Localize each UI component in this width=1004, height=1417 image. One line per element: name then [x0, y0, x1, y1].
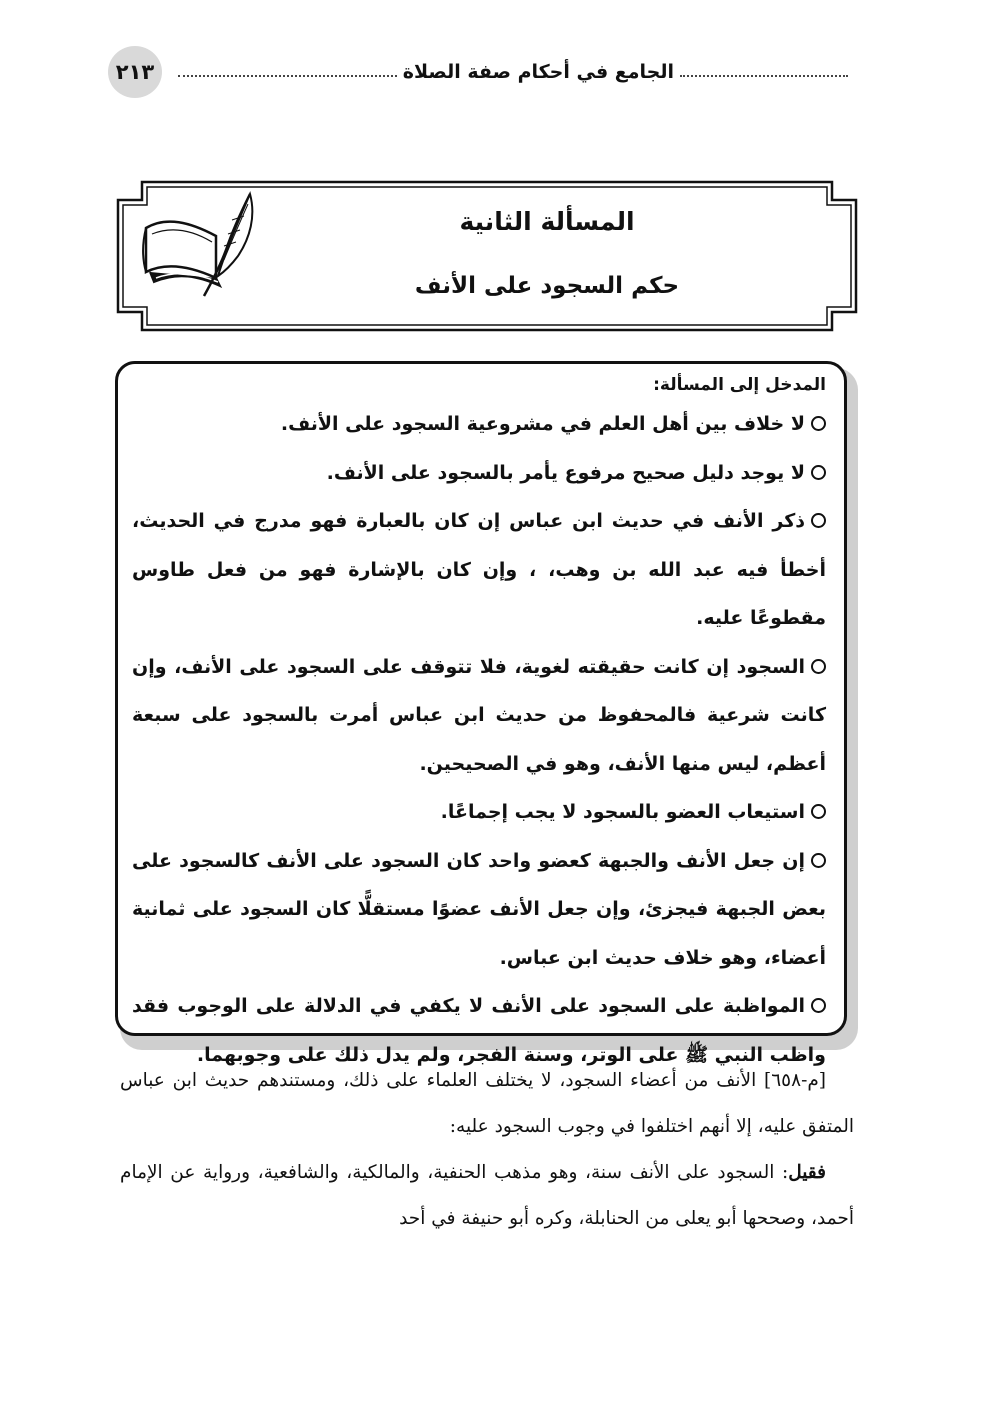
circle-bullet-icon [811, 416, 826, 431]
issue-subheading: حكم السجود على الأنف [414, 273, 680, 299]
summary-item [132, 788, 826, 837]
summary-item-text: لا خلاف بين أهل العلم في مشروعية السجود على الأنف. [280, 413, 805, 435]
summary-item-text: استيعاب العضو بالسجود لا يجب إجماعًا. [440, 801, 805, 823]
running-header [108, 46, 848, 98]
summary-item [132, 837, 826, 983]
header-line [178, 57, 848, 87]
lead-word: فقيل [788, 1162, 826, 1183]
header-dots-right [680, 75, 848, 77]
page-number: ٢١٣ [108, 46, 162, 98]
summary-heading: المدخل إلى المسألة: [653, 375, 826, 395]
summary-item [132, 497, 826, 643]
summary-item-text: إن جعل الأنف والجبهة كعضو واحد كان السجود على الأنف كالسجود على بعض الجبهة فيجزئ، وإن جعل الأنف عضوًا مستقلًّا كان السجود على ثمانية أعضاء، وهو خلاف حديث ابن عباس. [132, 849, 826, 969]
book-and-quill-icon [132, 186, 262, 304]
summary-list [132, 400, 826, 1079]
title-text [266, 202, 828, 306]
circle-bullet-icon [811, 513, 826, 528]
body-paragraph-text: : السجود على الأنف سنة، وهو مذهب الحنفية، والمالكية، والشافعية، ورواية عن الإمام أحمد، وصححها أبو يعلى من الحنابلة، وكره أبو حنيفة في أحد [120, 1162, 854, 1229]
summary-item [132, 400, 826, 449]
summary-item-text: المواظبة على السجود على الأنف لا يكفي في الدلالة على الوجوب فقد واظب النبي ﷺ على الوتر، وسنة الفجر، ولم يدل ذلك على وجوبهما. [132, 995, 826, 1066]
title-frame [116, 180, 858, 332]
summary-item-text: ذكر الأنف في حديث ابن عباس إن كان بالعبارة فهو مدرج في الحديث، أخطأ فيه عبد الله بن وهب، ، وإن كان بالإشارة فهو من فعل طاوس مقطوعًا عليه. [132, 510, 826, 629]
body-paragraph [120, 1150, 854, 1242]
circle-bullet-icon [811, 804, 826, 819]
body-text [120, 1058, 854, 1242]
circle-bullet-icon [811, 998, 826, 1013]
summary-item-text: لا يوجد دليل صحيح مرفوع يأمر بالسجود على الأنف. [326, 461, 805, 484]
issue-heading: المسألة الثانية [459, 207, 635, 236]
circle-bullet-icon [811, 659, 826, 674]
circle-bullet-icon [811, 465, 826, 480]
summary-item-text: السجود إن كانت حقيقته لغوية، فلا تتوقف على السجود على الأنف، وإن كانت شرعية فالمحفوظ من حديث ابن عباس أمرت بالسجود على سبعة أعظم، ليس منها الأنف، وهو في الصحيحين. [132, 655, 826, 775]
header-dots-left [178, 75, 397, 77]
summary-item [132, 643, 826, 789]
body-paragraph: [م-٦٥٨] الأنف من أعضاء السجود، لا يختلف العلماء على ذلك، ومستندهم حديث ابن عباس المتفق عليه، إلا أنهم اختلفوا في وجوب السجود عليه: [120, 1070, 854, 1137]
circle-bullet-icon [811, 853, 826, 868]
summary-box [115, 361, 847, 1066]
summary-item [132, 449, 826, 498]
book-title: الجامع في أحكام صفة الصلاة [402, 61, 674, 83]
